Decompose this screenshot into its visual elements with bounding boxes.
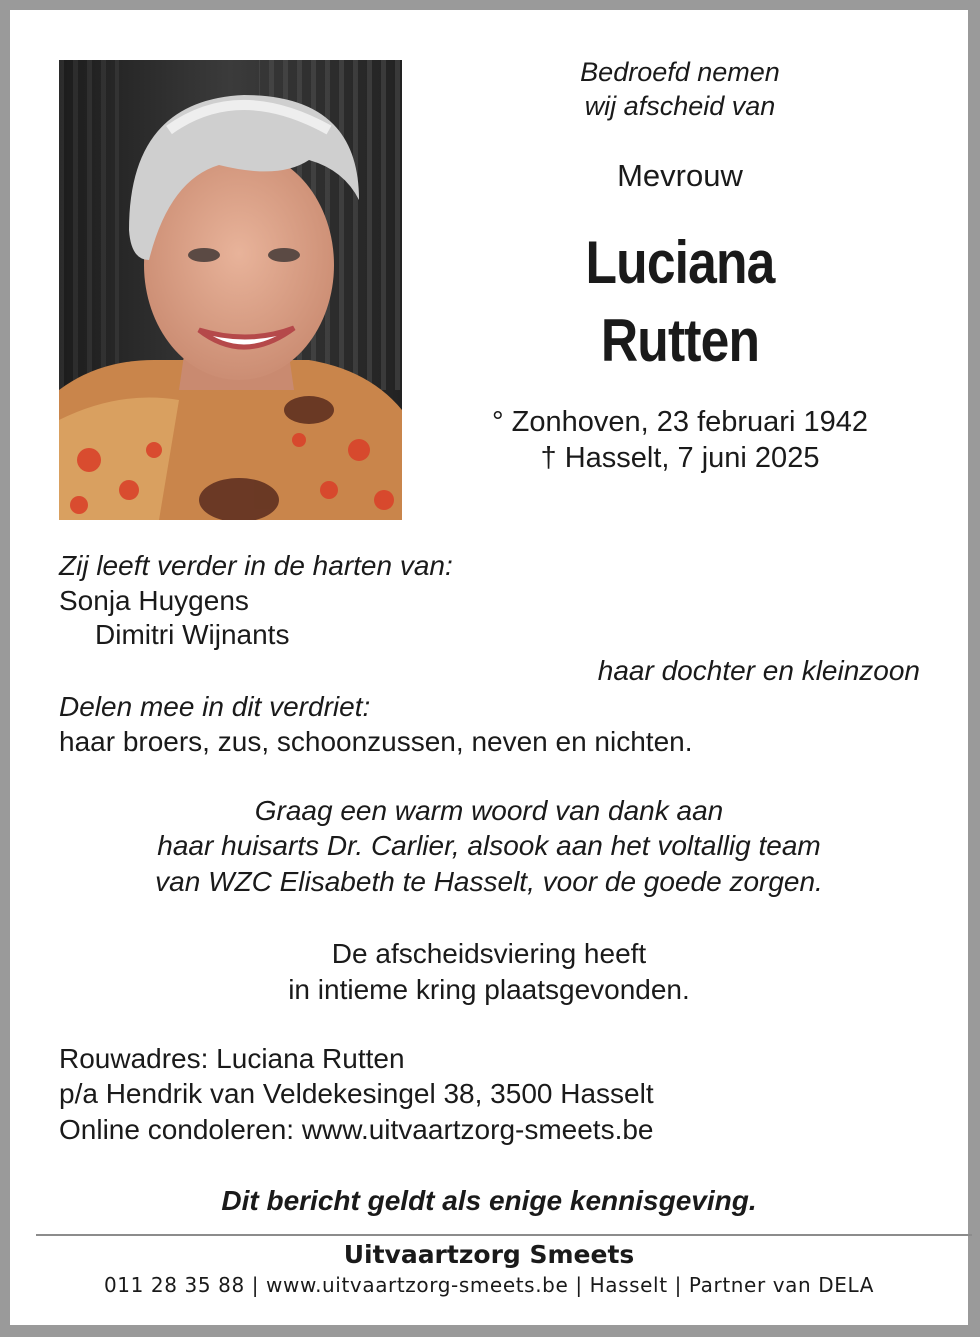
survivors-heading: Zij leeft verder in de harten van:	[59, 550, 453, 581]
death-date: † Hasselt, 7 juni 2025	[540, 442, 820, 474]
intro-line-2: wij afscheid van	[584, 91, 776, 121]
thanks-line: haar huisarts Dr. Carlier, alsook aan het voltallig team	[157, 830, 821, 861]
survivor-name: Dimitri Wijnants	[95, 619, 290, 650]
first-name: Luciana	[585, 229, 775, 296]
obituary-card	[10, 10, 968, 1325]
portrait-photo	[59, 60, 402, 520]
funeral-home-name: Uitvaartzorg Smeets	[343, 1240, 635, 1269]
online-condolence-line: Online condoleren: www.uitvaartzorg-smeets.be	[59, 1114, 654, 1145]
sharing-text: haar broers, zus, schoonzussen, neven en nichten.	[59, 726, 693, 757]
ceremony-line: in intieme kring plaatsgevonden.	[288, 974, 690, 1005]
survivors-relation: haar dochter en kleinzoon	[597, 655, 920, 686]
sharing-heading: Delen mee in dit verdriet:	[59, 691, 371, 722]
survivor-name: Sonja Huygens	[59, 585, 249, 616]
thanks-line: Graag een warm woord van dank aan	[254, 795, 724, 826]
footer-divider	[36, 1234, 972, 1236]
thanks-line: van WZC Elisabeth te Hasselt, voor de goede zorgen.	[155, 866, 823, 897]
notice: Dit bericht geldt als enige kennisgeving.	[221, 1185, 757, 1216]
birth-date: ° Zonhoven, 23 februari 1942	[492, 406, 868, 438]
ceremony-line: De afscheidsviering heeft	[331, 938, 647, 969]
funeral-home-contact: 011 28 35 88 | www.uitvaartzorg-smeets.be | Hasselt | Partner van DELA	[103, 1273, 874, 1297]
honorific: Mevrouw	[617, 158, 743, 193]
last-name: Rutten	[600, 307, 760, 374]
intro-line-1: Bedroefd nemen	[580, 57, 780, 87]
address-line: p/a Hendrik van Veldekesingel 38, 3500 Hasselt	[59, 1078, 654, 1109]
address-line: Rouwadres: Luciana Rutten	[59, 1043, 405, 1074]
